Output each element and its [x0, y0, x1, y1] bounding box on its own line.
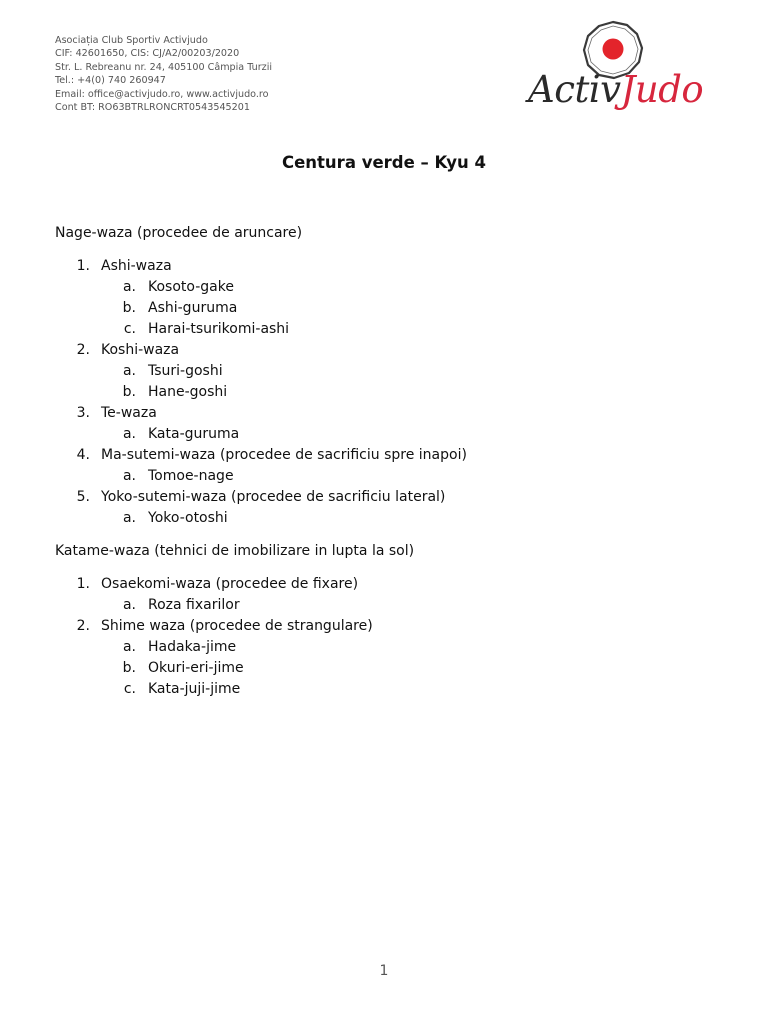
sub-list-letter: c. — [123, 321, 136, 337]
org-line: Str. L. Rebreanu nr. 24, 405100 Câmpia Turzii — [55, 61, 273, 73]
sub-list-letter: b. — [122, 660, 136, 676]
org-line: Tel.: +4(0) 740 260947 — [55, 75, 166, 87]
page-title: Centura verde – Kyu 4 — [282, 153, 486, 172]
sub-list-label: Tomoe-nage — [148, 468, 234, 484]
sub-list-letter: a. — [122, 363, 136, 379]
list-label: Te-waza — [101, 405, 157, 421]
list-number: 2. — [76, 342, 90, 358]
logo-wordmark — [528, 68, 703, 112]
org-line: Cont BT: RO63BTRLRONCRT0543545201 — [55, 102, 250, 114]
sub-list-label: Roza fixarilor — [148, 597, 240, 613]
list-label: Yoko-sutemi-waza (procedee de sacrificiu lateral) — [101, 489, 446, 505]
sub-list-label: Kata-guruma — [148, 426, 240, 442]
logo-word-activ: Activ — [528, 68, 621, 111]
list-label: Ashi-waza — [101, 258, 172, 274]
sub-list-letter: b. — [122, 384, 136, 400]
section-heading-nage-waza: Nage-waza (procedee de aruncare) — [55, 225, 303, 241]
activjudo-logo — [524, 20, 720, 128]
sub-list-label: Harai-tsurikomi-ashi — [148, 321, 290, 337]
org-line: CIF: 42601650, CIS: CJ/A2/00203/2020 — [55, 48, 240, 60]
sub-list-letter: a. — [122, 426, 136, 442]
org-line: Email: office@activjudo.ro, www.activjudo.ro — [55, 88, 269, 100]
list-number: 2. — [76, 618, 90, 634]
sub-list-letter: a. — [122, 597, 136, 613]
sub-list-label: Okuri-eri-jime — [148, 660, 244, 676]
list-number: 1. — [76, 576, 90, 592]
logo-word-judo: Judo — [620, 68, 704, 111]
list-label: Koshi-waza — [101, 342, 180, 358]
sub-list-letter: b. — [122, 300, 136, 316]
sub-list-letter: a. — [122, 279, 136, 295]
sub-list-letter: a. — [122, 510, 136, 526]
sub-list-label: Ashi-guruma — [148, 300, 238, 316]
sub-list-label: Yoko-otoshi — [148, 510, 228, 526]
sub-list-letter: c. — [123, 681, 136, 697]
sub-list-letter: a. — [122, 639, 136, 655]
list-number: 4. — [76, 447, 90, 463]
sub-list-letter: a. — [122, 468, 136, 484]
sub-list-label: Tsuri-goshi — [148, 363, 223, 379]
sub-list-label: Kata-juji-jime — [148, 681, 241, 697]
list-label: Osaekomi-waza (procedee de fixare) — [101, 576, 359, 592]
section-heading-katame-waza: Katame-waza (tehnici de imobilizare in lupta la sol) — [55, 543, 415, 559]
organization-info — [55, 34, 272, 114]
list-label: Shime waza (procedee de strangulare) — [101, 618, 373, 634]
list-number: 3. — [76, 405, 90, 421]
list-number: 5. — [76, 489, 90, 505]
org-line: Asociația Club Sportiv Activjudo — [55, 35, 208, 46]
sub-list-label: Kosoto-gake — [148, 279, 234, 295]
sub-list-label: Hane-goshi — [148, 384, 228, 400]
list-number: 1. — [76, 258, 90, 274]
page-number: 1 — [379, 963, 389, 979]
sub-list-label: Hadaka-jime — [148, 639, 237, 655]
list-label: Ma-sutemi-waza (procedee de sacrificiu spre inapoi) — [101, 447, 467, 463]
